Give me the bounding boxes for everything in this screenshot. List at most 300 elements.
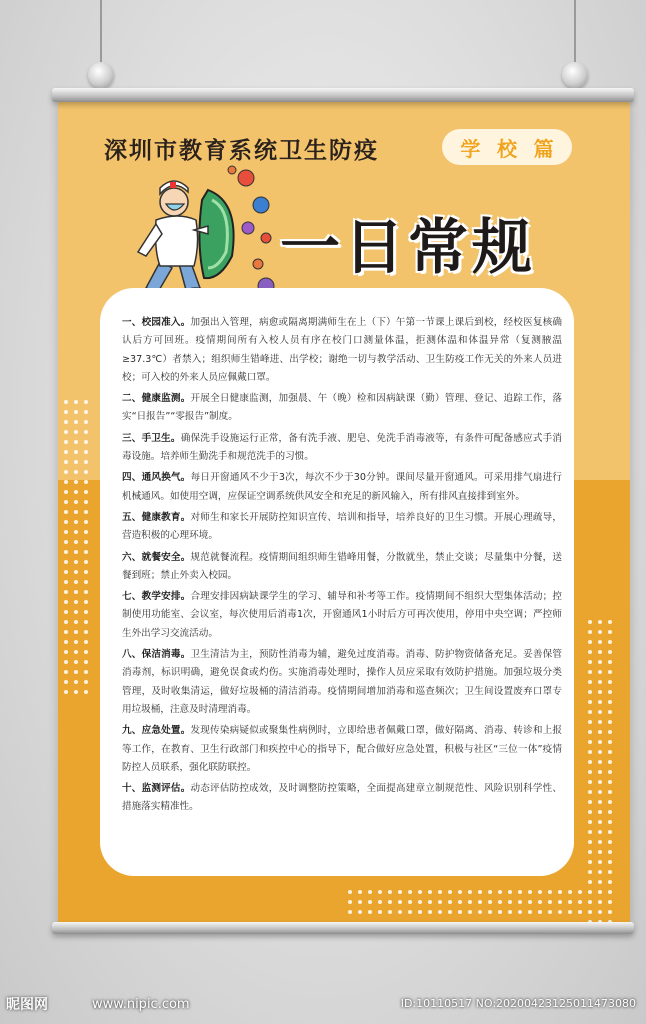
dot (398, 890, 402, 894)
dot (608, 720, 612, 724)
dot (608, 820, 612, 824)
rule-body: 卫生清洁为主，预防性消毒为辅，避免过度消毒。消毒、防护物资储备充足。妥善保管消毒剂，标识明确，避免误食或灼伤。实施消毒处理时，操作人员应采取有效防护措施。加强垃圾分类管理，及时收集清运，做好垃圾桶的清洁消毒。疫情期间增加消毒和巡查频次；卫生间设置废弃口罩专用垃圾桶，注意及时清理消毒。 (122, 649, 563, 715)
dot (64, 440, 68, 444)
dot (74, 550, 78, 554)
dot (74, 490, 78, 494)
dot (598, 660, 602, 664)
dot (64, 460, 68, 464)
rule-item (122, 469, 562, 506)
dot (74, 630, 78, 634)
dot (608, 650, 612, 654)
dot (348, 890, 352, 894)
dot (608, 830, 612, 834)
dot (538, 910, 542, 914)
dot (64, 400, 68, 404)
dot (74, 480, 78, 484)
dot (598, 650, 602, 654)
dot (598, 790, 602, 794)
poster-rod-bottom (52, 922, 634, 934)
dot (608, 750, 612, 754)
dot (84, 490, 88, 494)
poster-header: 深圳市教育系统卫生防疫 (104, 138, 379, 164)
dot (548, 890, 552, 894)
dot (74, 440, 78, 444)
dot (458, 910, 462, 914)
dot (398, 900, 402, 904)
dot (74, 650, 78, 654)
dot (84, 540, 88, 544)
dot (84, 550, 88, 554)
dot (458, 890, 462, 894)
dot (598, 720, 602, 724)
rule-item (122, 390, 562, 427)
dot (608, 870, 612, 874)
dot (528, 900, 532, 904)
dot (348, 910, 352, 914)
dot (588, 710, 592, 714)
dot (598, 700, 602, 704)
dot (588, 860, 592, 864)
dot (74, 420, 78, 424)
dot (588, 620, 592, 624)
badge-char: 校 (496, 136, 517, 161)
dot (84, 600, 88, 604)
dot (608, 790, 612, 794)
dot (74, 680, 78, 684)
dot (64, 590, 68, 594)
rule-item (122, 722, 562, 777)
rules-list (122, 314, 562, 820)
dot (598, 910, 602, 914)
dot (74, 600, 78, 604)
dot (408, 890, 412, 894)
dot (528, 890, 532, 894)
dot (84, 450, 88, 454)
rule-heading: 十、监测评估。 (122, 783, 191, 795)
dot (74, 660, 78, 664)
dot (64, 530, 68, 534)
dot (428, 890, 432, 894)
dot (598, 730, 602, 734)
rule-heading: 九、应急处置。 (122, 725, 191, 737)
dot (488, 910, 492, 914)
dot (408, 910, 412, 914)
hanging-clip-right (562, 62, 588, 88)
rule-heading: 二、健康监测。 (122, 393, 191, 405)
dot (74, 470, 78, 474)
dot (74, 510, 78, 514)
dot (378, 900, 382, 904)
dot (388, 890, 392, 894)
dot (478, 910, 482, 914)
dot (64, 690, 68, 694)
dot (488, 890, 492, 894)
dot (74, 670, 78, 674)
dot (588, 820, 592, 824)
dot (84, 480, 88, 484)
dot (598, 750, 602, 754)
dot (388, 900, 392, 904)
dot (608, 660, 612, 664)
dot (84, 670, 88, 674)
dot (74, 560, 78, 564)
dot (518, 900, 522, 904)
dot (488, 900, 492, 904)
watermark-logo: 昵图网 (6, 997, 48, 1013)
dot (64, 550, 68, 554)
rule-item (122, 780, 562, 817)
dot (588, 700, 592, 704)
dot (508, 900, 512, 904)
dot-pattern-right (588, 620, 612, 926)
dot (588, 890, 592, 894)
hanging-wire-right (574, 0, 576, 70)
dot (588, 670, 592, 674)
dot (588, 760, 592, 764)
dot (64, 630, 68, 634)
dot (84, 640, 88, 644)
rule-body: 动态评估防控成效，及时调整防控策略，全面提高建章立制规范性、风险识别科学性、措施落实精准性。 (122, 783, 563, 813)
dot (508, 910, 512, 914)
rule-body: 确保洗手设施运行正常，备有洗手液、肥皂、免洗手消毒液等，有条件可配备感应式手消毒设施。培养师生勤洗手和规范洗手的习惯。 (122, 432, 563, 463)
dot (428, 910, 432, 914)
dot (74, 450, 78, 454)
dot (64, 510, 68, 514)
dot (588, 830, 592, 834)
dot (598, 830, 602, 834)
dot (608, 670, 612, 674)
dot (64, 560, 68, 564)
dot (538, 890, 542, 894)
hanging-clip-left (88, 62, 114, 88)
dot (64, 430, 68, 434)
dot (84, 650, 88, 654)
dot (588, 800, 592, 804)
dot (588, 720, 592, 724)
dot (568, 910, 572, 914)
dot (64, 570, 68, 574)
dot (448, 890, 452, 894)
dot (598, 810, 602, 814)
dot (598, 890, 602, 894)
dot (64, 470, 68, 474)
rule-item (122, 646, 562, 719)
dot (84, 680, 88, 684)
watermark-site: www.nipic.com (92, 997, 190, 1012)
dot (588, 730, 592, 734)
dot (608, 730, 612, 734)
watermark-id: ID:10110517 NO:20200423125011473080 (400, 997, 636, 1010)
dot (74, 520, 78, 524)
dot (438, 890, 442, 894)
dot (64, 580, 68, 584)
dot (608, 630, 612, 634)
dot (74, 620, 78, 624)
rule-item (122, 509, 562, 546)
dot (598, 680, 602, 684)
dot (64, 620, 68, 624)
dot (64, 480, 68, 484)
dot (74, 530, 78, 534)
dot (84, 560, 88, 564)
dot (588, 740, 592, 744)
dot (428, 900, 432, 904)
dot (84, 610, 88, 614)
rule-body: 加强出入管理，病愈或隔离期满师生在上（下）午第一节课上课后到校，经校医复核确认后方可回班。疫情期间所有入校人员有序在校门口测量体温，拒测体温和体温异常（复测腋温≥37.3℃）者禁入；组织师生错峰进、出学校；谢绝一切与教学活动、卫生防疫工作无关的外来人员进校；可入校的外来人员应佩戴口罩。 (122, 317, 563, 383)
dot (598, 870, 602, 874)
dot (418, 910, 422, 914)
dot (598, 880, 602, 884)
dot (598, 740, 602, 744)
dot (498, 900, 502, 904)
dot (398, 910, 402, 914)
dot (598, 820, 602, 824)
dot (84, 470, 88, 474)
dot (438, 900, 442, 904)
dot (598, 850, 602, 854)
dot (588, 900, 592, 904)
dot (84, 530, 88, 534)
dot (358, 910, 362, 914)
dot (608, 900, 612, 904)
rule-heading: 七、教学安排。 (122, 591, 191, 603)
rule-body: 规范就餐流程。疫情期间组织师生错峰用餐，分散就坐，禁止交谈；尽量集中分餐，送餐到班；禁止外卖入校园。 (122, 551, 563, 581)
rule-body: 发现传染病疑似或聚集性病例时，立即给患者佩戴口罩，做好隔离、消毒、转诊和上报等工作，在教育、卫生行政部门和疾控中心的指导下，配合做好应急处置，积极与社区“三位一体”疫情防控人员联系，强化联防联控。 (122, 725, 563, 773)
dot (64, 500, 68, 504)
dot (64, 420, 68, 424)
dot (64, 600, 68, 604)
badge-char: 学 (460, 136, 481, 161)
dot (518, 910, 522, 914)
dot (84, 630, 88, 634)
dot (608, 890, 612, 894)
rule-heading: 四、通风换气。 (122, 472, 191, 484)
dot (84, 620, 88, 624)
dot (588, 750, 592, 754)
dot (378, 910, 382, 914)
dot (478, 900, 482, 904)
dot (84, 690, 88, 694)
rule-body: 合理安排因病缺课学生的学习、辅导和补考等工作。疫情期间不组织大型集体活动；控制使用功能室、会议室，每次使用后消毒1次，开窗通风1小时后方可再次使用，停用中央空调；严控师生外出学习交流活动。 (122, 591, 563, 639)
dot (368, 890, 372, 894)
rule-heading: 三、手卫生。 (122, 432, 181, 444)
dot (74, 580, 78, 584)
rule-heading: 一、校园准入。 (122, 317, 191, 328)
dot (598, 710, 602, 714)
dot (358, 890, 362, 894)
dot (478, 890, 482, 894)
rule-item (122, 314, 562, 387)
dot (388, 910, 392, 914)
dot (418, 900, 422, 904)
dot (64, 540, 68, 544)
dot (588, 850, 592, 854)
dot (568, 900, 572, 904)
poster (58, 100, 630, 926)
dot (588, 660, 592, 664)
rule-body: 对师生和家长开展防控知识宣传、培训和指导，培养良好的卫生习惯。开展心理疏导，营造积极的心理环境。 (122, 511, 563, 542)
dot-pattern-left (64, 400, 88, 694)
dot (588, 770, 592, 774)
rule-item (122, 549, 562, 586)
dot (74, 570, 78, 574)
dot (608, 910, 612, 914)
dot (608, 780, 612, 784)
dot (598, 620, 602, 624)
dot (598, 860, 602, 864)
dot (64, 680, 68, 684)
dot (74, 590, 78, 594)
dot (558, 890, 562, 894)
dot (74, 500, 78, 504)
dot (84, 420, 88, 424)
dot (74, 410, 78, 414)
dot (64, 410, 68, 414)
dot (468, 890, 472, 894)
rule-body: 每日开窗通风不少于3次，每次不少于30分钟。课间尽量开窗通风。可采用排气扇进行机械通风。如使用空调，应保证空调系统供风安全和充足的新风输入，所有排风直接排到室外。 (122, 472, 563, 502)
dot (74, 430, 78, 434)
rule-heading: 五、健康教育。 (122, 511, 191, 523)
dot (84, 590, 88, 594)
dot (528, 910, 532, 914)
dot (84, 400, 88, 404)
dot (578, 900, 582, 904)
dot (84, 500, 88, 504)
main-title: 一日常规 (280, 213, 536, 283)
dot (84, 510, 88, 514)
dot (84, 460, 88, 464)
dot (578, 910, 582, 914)
dot (64, 640, 68, 644)
dot (598, 800, 602, 804)
dot (84, 570, 88, 574)
dot (74, 690, 78, 694)
dot (598, 670, 602, 674)
dot (84, 440, 88, 444)
dot (598, 900, 602, 904)
dot (448, 910, 452, 914)
dot (598, 640, 602, 644)
dot (608, 760, 612, 764)
dot (448, 900, 452, 904)
dot-pattern-bottom (348, 890, 582, 914)
dot (588, 680, 592, 684)
virus-icon (228, 166, 274, 294)
dot (358, 900, 362, 904)
dot (74, 640, 78, 644)
dot (608, 680, 612, 684)
badge-char: 篇 (533, 136, 554, 161)
dot (74, 540, 78, 544)
dot (578, 890, 582, 894)
dot (608, 690, 612, 694)
dot (598, 770, 602, 774)
dot (608, 810, 612, 814)
dot (74, 460, 78, 464)
dot (64, 490, 68, 494)
dot (598, 780, 602, 784)
dot (588, 840, 592, 844)
poster-rod-top (52, 88, 634, 102)
dot (608, 840, 612, 844)
dot (608, 740, 612, 744)
dot (558, 910, 562, 914)
dot (64, 650, 68, 654)
dot (538, 900, 542, 904)
dot (438, 910, 442, 914)
dot (548, 910, 552, 914)
dot (608, 880, 612, 884)
dot (368, 900, 372, 904)
dot (64, 610, 68, 614)
rule-item (122, 588, 562, 643)
dot (598, 760, 602, 764)
dot (608, 640, 612, 644)
dot (588, 870, 592, 874)
dot (418, 890, 422, 894)
dot (84, 410, 88, 414)
dot (588, 780, 592, 784)
dot (548, 900, 552, 904)
dot (588, 910, 592, 914)
dot (408, 900, 412, 904)
dot (598, 840, 602, 844)
dot (598, 630, 602, 634)
dot (368, 910, 372, 914)
dot (608, 800, 612, 804)
dot (588, 640, 592, 644)
dot (348, 900, 352, 904)
dot (64, 520, 68, 524)
dot (608, 850, 612, 854)
dot (588, 650, 592, 654)
dot (558, 900, 562, 904)
dot (608, 710, 612, 714)
dot (468, 910, 472, 914)
school-badge (442, 129, 572, 165)
rule-heading: 八、保洁消毒。 (122, 649, 191, 661)
dot (608, 860, 612, 864)
dot (498, 890, 502, 894)
dot (74, 610, 78, 614)
dot (598, 690, 602, 694)
dot (588, 630, 592, 634)
rule-body: 开展全日健康监测，加强晨、午（晚）检和因病缺课（勤）管理、登记、追踪工作，落实“日报告”“零报告”制度。 (122, 393, 563, 423)
dot (498, 910, 502, 914)
dot (84, 430, 88, 434)
dot (588, 810, 592, 814)
dot (84, 520, 88, 524)
dot (84, 580, 88, 584)
dot (568, 890, 572, 894)
dot (64, 450, 68, 454)
dot (508, 890, 512, 894)
dot (64, 670, 68, 674)
dot (458, 900, 462, 904)
dot (588, 790, 592, 794)
dot (608, 700, 612, 704)
rule-heading: 六、就餐安全。 (122, 551, 191, 563)
dot (64, 660, 68, 664)
dot (74, 400, 78, 404)
dot (84, 660, 88, 664)
dot (518, 890, 522, 894)
dot (588, 880, 592, 884)
dot (378, 890, 382, 894)
dot (468, 900, 472, 904)
dot (608, 770, 612, 774)
hanging-wire-left (100, 0, 102, 70)
